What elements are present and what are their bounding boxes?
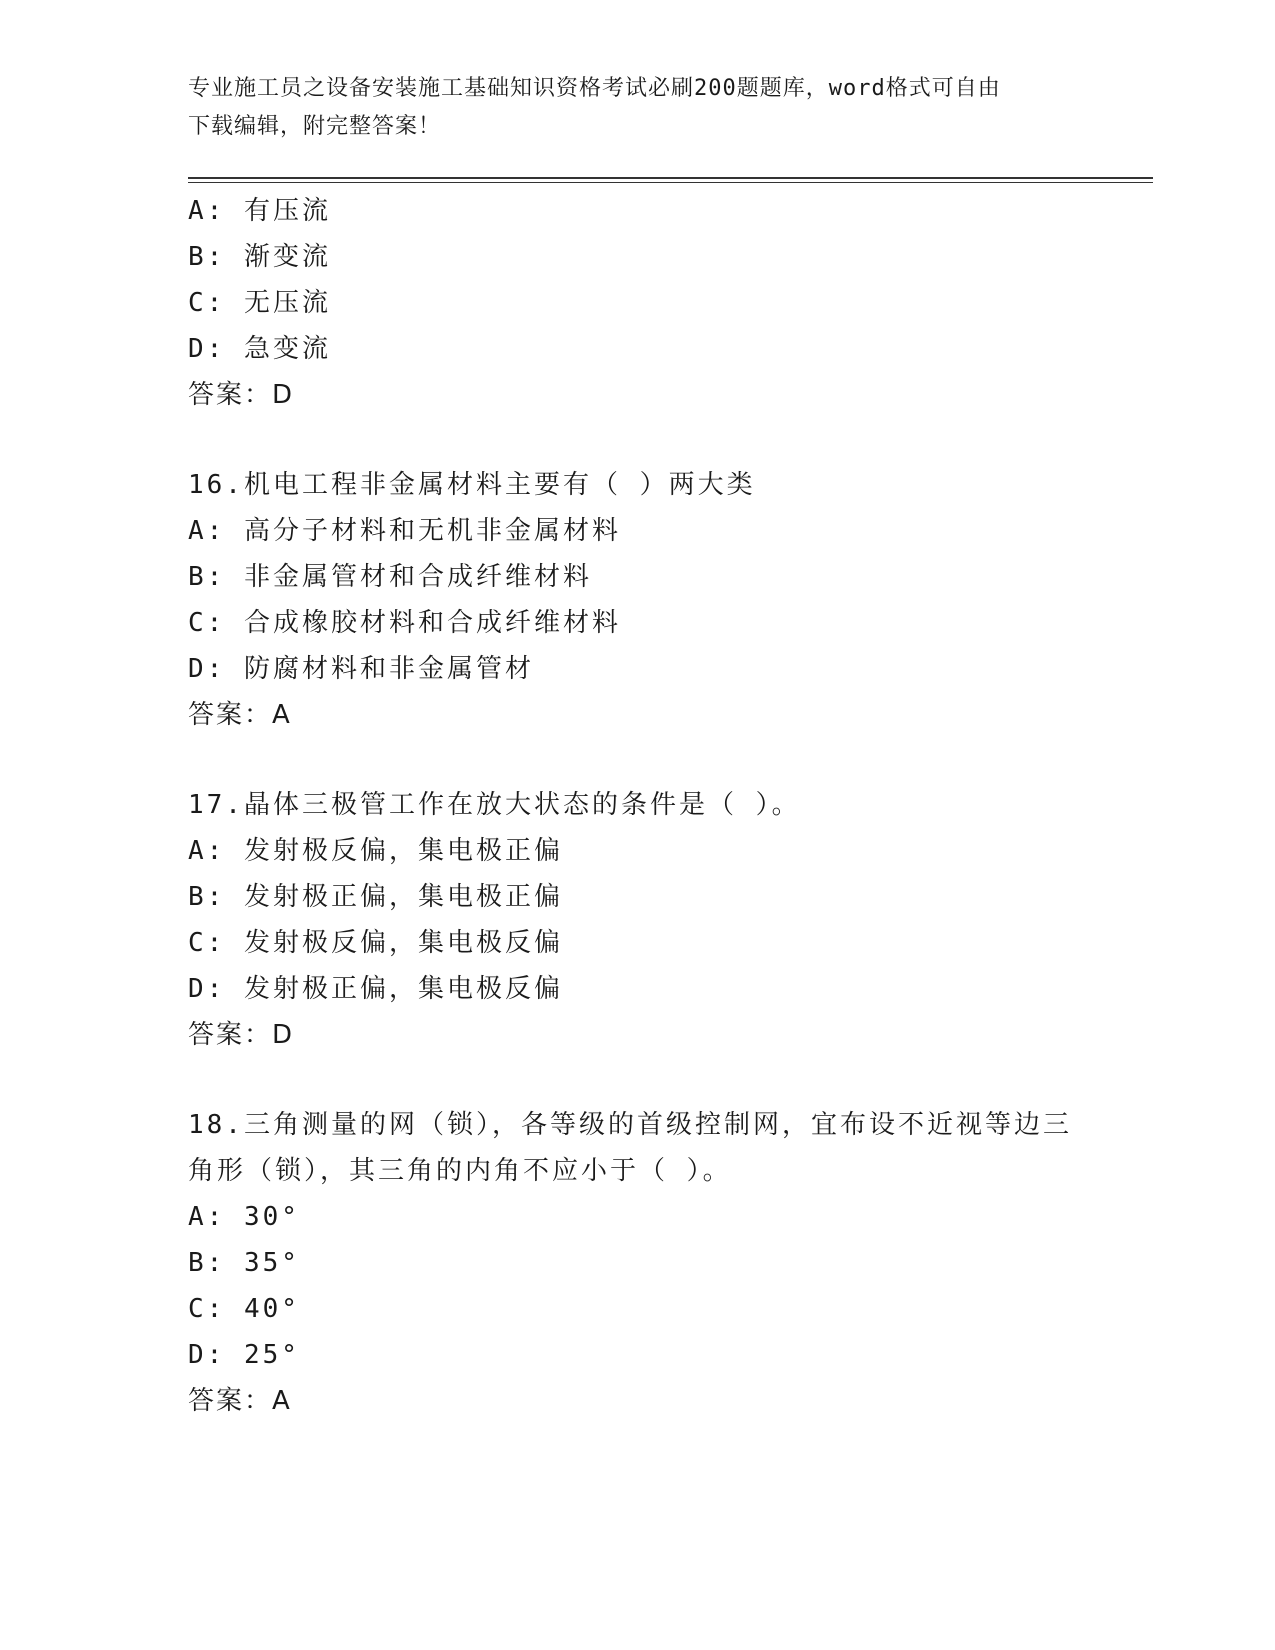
header-divider-thin	[188, 182, 1153, 183]
option-a: A: 发射极反偏，集电极正偏	[188, 836, 563, 866]
question-18	[188, 1102, 1088, 1424]
option-d: D: 25°	[188, 1340, 300, 1370]
option-c: C: 发射极反偏，集电极反偏	[188, 928, 563, 958]
option-c: C: 合成橡胶材料和合成纤维材料	[188, 608, 621, 638]
option-d: D: 防腐材料和非金属管材	[188, 654, 534, 684]
option-b: B: 发射极正偏，集电极正偏	[188, 882, 563, 912]
header-line-1: 专业施工员之设备安装施工基础知识资格考试必刷200题题库，word格式可自由	[188, 76, 1001, 101]
answer: 答案：D	[188, 1020, 295, 1050]
question-15	[188, 188, 1088, 418]
question-17	[188, 782, 1088, 1058]
question-text-line-1: 18.三角测量的网（锁），各等级的首级控制网，宜布设不近视等边三	[188, 1110, 1072, 1140]
question-list	[188, 188, 1088, 1424]
question-text: 16.机电工程非金属材料主要有（ ）两大类	[188, 470, 756, 500]
answer: 答案：A	[188, 700, 292, 730]
question-16	[188, 462, 1088, 738]
option-c: C: 无压流	[188, 288, 331, 318]
answer: 答案：A	[188, 1386, 292, 1416]
document-header	[188, 70, 1088, 146]
option-b: B: 渐变流	[188, 242, 331, 272]
question-text: 17.晶体三极管工作在放大状态的条件是（ ）。	[188, 790, 801, 820]
option-b: B: 非金属管材和合成纤维材料	[188, 562, 592, 592]
option-b: B: 35°	[188, 1248, 300, 1278]
header-divider-thick	[188, 177, 1153, 179]
option-c: C: 40°	[188, 1294, 300, 1324]
question-text-line-2: 角形（锁），其三角的内角不应小于（ ）。	[188, 1156, 732, 1186]
option-d: D: 发射极正偏，集电极反偏	[188, 974, 563, 1004]
option-a: A: 高分子材料和无机非金属材料	[188, 516, 621, 546]
answer: 答案：D	[188, 380, 295, 410]
option-d: D: 急变流	[188, 334, 331, 364]
option-a: A: 30°	[188, 1202, 300, 1232]
header-line-2: 下载编辑，附完整答案！	[188, 114, 442, 139]
option-a: A: 有压流	[188, 196, 331, 226]
